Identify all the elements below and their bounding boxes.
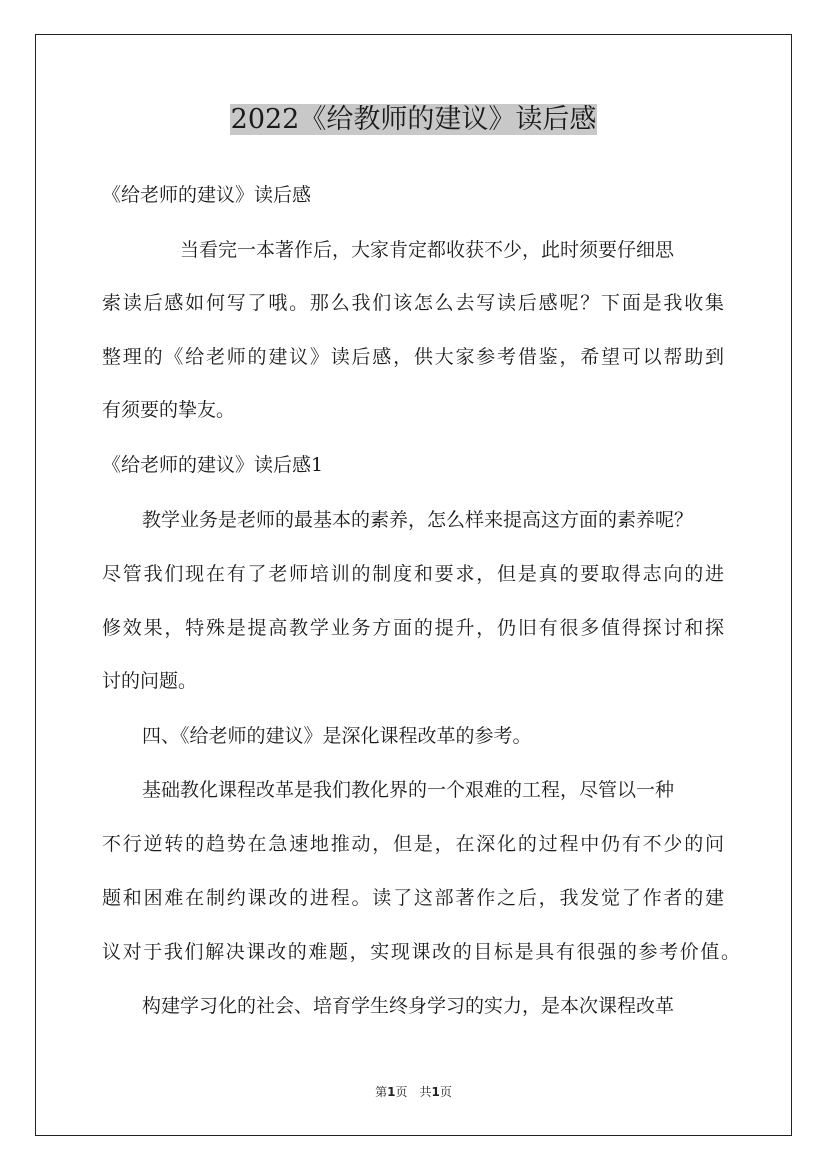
paragraph-line: 讨的问题。 — [102, 670, 198, 692]
page-suffix: 页 — [439, 1085, 452, 1099]
paragraph-line: 修效果，特殊是提高教学业务方面的提升，仍旧有很多值得探讨和探 — [102, 617, 724, 639]
paragraph-line: 四、《给老师的建议》是深化课程改革的参考。 — [142, 725, 532, 747]
paragraph-line: 尽管我们现在有了老师培训的制度和要求，但是真的要取得志向的进 — [102, 563, 724, 585]
paragraph-line: 当看完一本著作后，大家肯定都收获不少，此时须要仔细思 — [180, 239, 675, 261]
document-title: 2022《给教师的建议》读后感 — [230, 104, 597, 135]
paragraph-line: 整理的《给老师的建议》读后感，供大家参考借鉴，希望可以帮助到 — [102, 346, 724, 368]
paragraph-line: 教学业务是老师的最基本的素养，怎么样来提高这方面的素养呢？ — [142, 509, 694, 531]
section-heading: 《给老师的建议》读后感 — [102, 184, 312, 206]
page-footer — [0, 1083, 827, 1100]
paragraph-line: 题和困难在制约课改的进程。读了这部著作之后，我发觉了作者的建 — [102, 887, 724, 909]
page-total: 1 — [431, 1085, 440, 1099]
paragraph-line: 基础教化课程改革是我们教化界的一个艰难的工程，尽管以一种 — [142, 779, 675, 801]
page-current: 1 — [387, 1085, 396, 1099]
paragraph-line: 有须要的挚友。 — [102, 399, 236, 421]
paragraph-line: 议对于我们解决课改的难题，实现课改的目标是具有很强的参考价值。 — [102, 941, 740, 963]
page-prefix: 第 — [375, 1085, 388, 1099]
paragraph-line: 不行逆转的趋势在急速地推动，但是，在深化的过程中仍有不少的问 — [102, 833, 724, 855]
paragraph-line: 构建学习化的社会、培育学生终身学习的实力，是本次课程改革 — [142, 995, 675, 1017]
paragraph-line: 索读后感如何写了哦。那么我们该怎么去写读后感呢？下面是我收集 — [102, 292, 724, 314]
page-mid: 页 共 — [395, 1085, 432, 1099]
section-heading: 《给老师的建议》读后感1 — [102, 454, 324, 476]
